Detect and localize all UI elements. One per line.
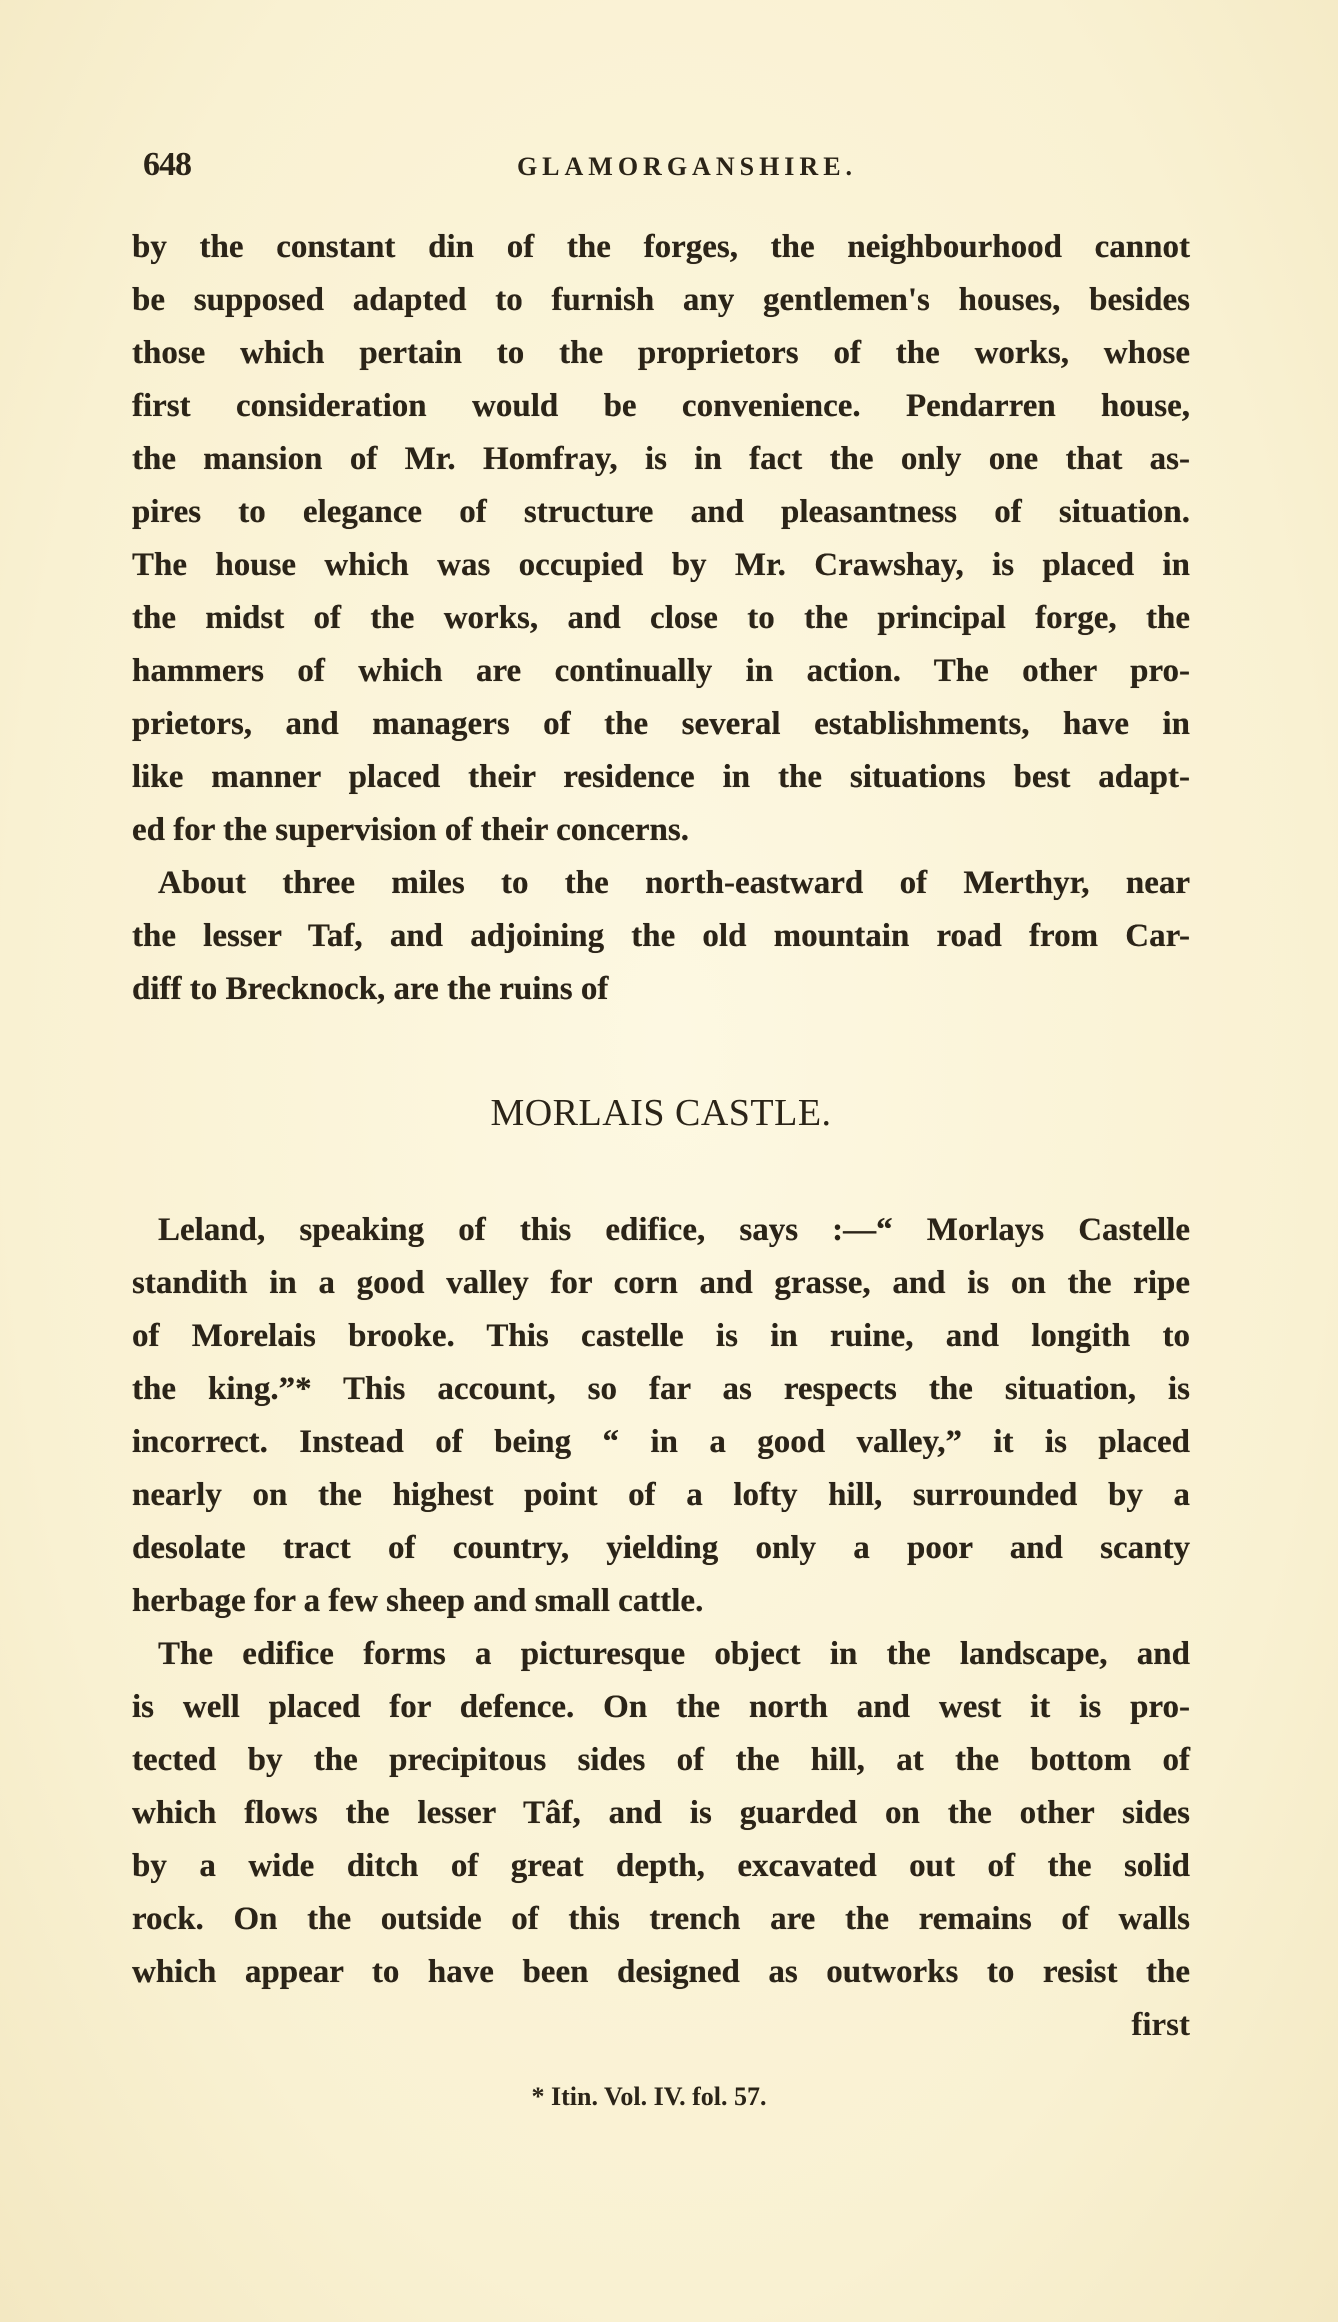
text-line: incorrect. Instead of being “ in a good valley,” it is placed — [132, 1424, 1190, 1460]
text-line: those which pertain to the proprietors of the works, whose — [132, 335, 1190, 371]
running-title: GLAMORGANSHIRE. — [516, 152, 858, 181]
text-line: standith in a good valley for corn and grasse, and is on the ripe — [132, 1265, 1190, 1301]
paragraphs-before-heading — [132, 221, 1190, 1016]
text-line: by the constant din of the forges, the neighbourhood cannot — [132, 229, 1190, 265]
text-line: the mansion of Mr. Homfray, is in fact the only one that as- — [132, 441, 1190, 477]
text-line: tected by the precipitous sides of the hill, at the bottom of — [132, 1742, 1190, 1778]
text-line: is well placed for defence. On the north and west it is pro- — [132, 1689, 1190, 1725]
text-line: hammers of which are continually in action. The other pro- — [132, 653, 1190, 689]
paragraphs-after-heading — [132, 1204, 1190, 1999]
text-line: About three miles to the north-eastward of Merthyr, near — [158, 865, 1190, 901]
body-text — [132, 221, 1190, 2052]
section-heading: MORLAIS CASTLE. — [490, 1092, 832, 1134]
text-line: diff to Brecknock, are the ruins of — [132, 971, 609, 1007]
text-line: nearly on the highest point of a lofty hill, surrounded by a — [132, 1477, 1190, 1513]
paragraph — [132, 857, 1190, 1016]
footnote: * Itin. Vol. IV. fol. 57. — [531, 2082, 767, 2111]
text-line: the king.”* This account, so far as respects the situation, is — [132, 1371, 1190, 1407]
text-line: ed for the supervision of their concerns. — [132, 812, 689, 848]
paragraph — [132, 221, 1190, 857]
text-line: herbage for a few sheep and small cattle. — [132, 1583, 704, 1619]
text-line: first consideration would be convenience. Pendarren house, — [132, 388, 1190, 424]
page-number: 648 — [143, 146, 191, 183]
text-line: The edifice forms a picturesque object in the landscape, and — [158, 1636, 1190, 1672]
text-line: which flows the lesser Tâf, and is guarded on the other sides — [132, 1795, 1190, 1831]
catchword: first — [1131, 2007, 1190, 2043]
text-line: prietors, and managers of the several establishments, have in — [132, 706, 1190, 742]
text-line: Leland, speaking of this edifice, says :—“ Morlays Castelle — [158, 1212, 1190, 1248]
text-line: which appear to have been designed as outworks to resist the — [132, 1954, 1190, 1990]
running-header — [0, 146, 1338, 190]
paragraph — [132, 1204, 1190, 1628]
text-line: pires to elegance of structure and pleasantness of situation. — [132, 494, 1190, 530]
text-line: The house which was occupied by Mr. Crawshay, is placed in — [132, 547, 1190, 583]
text-line: like manner placed their residence in the situations best adapt- — [132, 759, 1190, 795]
text-line: the lesser Taf, and adjoining the old mountain road from Car- — [132, 918, 1190, 954]
text-line: be supposed adapted to furnish any gentlemen's houses, besides — [132, 282, 1190, 318]
text-line: desolate tract of country, yielding only a poor and scanty — [132, 1530, 1190, 1566]
text-line: of Morelais brooke. This castelle is in ruine, and longith to — [132, 1318, 1190, 1354]
text-line: the midst of the works, and close to the principal forge, the — [132, 600, 1190, 636]
paragraph — [132, 1628, 1190, 1999]
text-line: by a wide ditch of great depth, excavated out of the solid — [132, 1848, 1190, 1884]
text-line: rock. On the outside of this trench are the remains of walls — [132, 1901, 1190, 1937]
